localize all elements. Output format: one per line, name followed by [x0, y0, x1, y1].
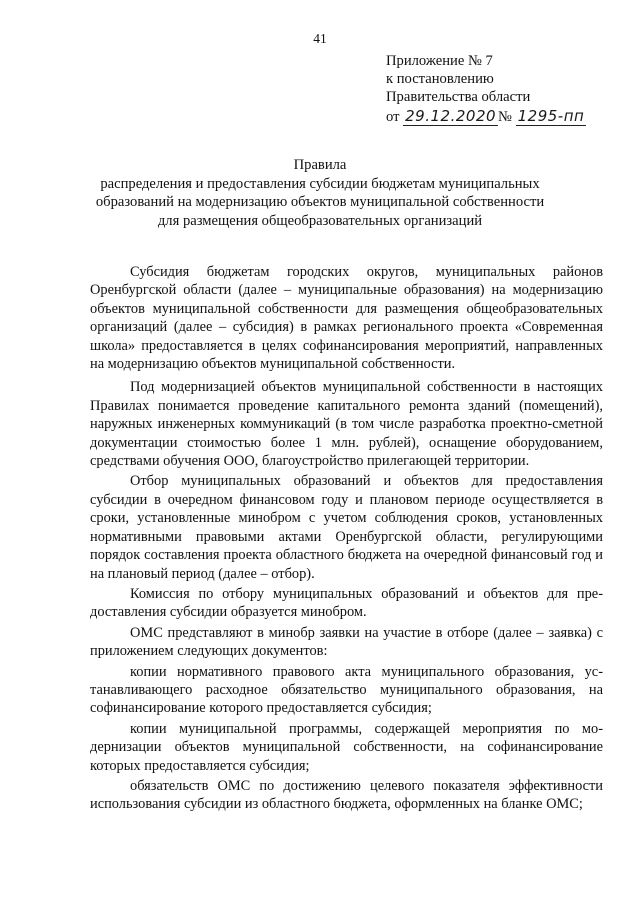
annex-header: [386, 52, 626, 126]
paragraph-7: копии муниципальной программы, содержащей мероприятия по модернизации объектов муниципальной собственности, на софинансирование которых предоставляется субсидия;: [90, 720, 603, 774]
title-heading: Правила: [293, 157, 347, 173]
annex-line-2: к постановлению: [386, 71, 494, 88]
annex-from-label: от: [386, 108, 400, 125]
paragraph-6: копии нормативного правового акта муниципального образования, устанавливающего расходное обязательство муниципального образования, на софинансирование которого предоставляется субсидия;: [90, 663, 603, 717]
annex-date: 29.12.2020: [405, 106, 497, 125]
paragraph-2: Под модернизацией объектов муниципальной собственности в настоящих Правилах понимается проведение капитального ремонта зданий (помещений), наружных инженерных коммуникаций (в том числе разработка проектно-сметной документации стоимостью более 1 млн. рублей), оснащение оборудованием, средствами обучения ООО, благоустройство прилегающей территории.: [90, 379, 603, 470]
paragraph-1: Субсидия бюджетам городских округов, муниципальных районов Оренбургской области (далее – муниципальные образования) на модернизацию объектов муниципальной собственности для размещения общеобразовательных организаций (далее – субсидия) в рамках регионального проекта «Современная школа» предоставляется в целях софинансирования мероприятий, направленных на модернизацию объектов муниципальной собственности.: [90, 264, 603, 373]
title-line-3: для размещения общеобразовательных организаций: [157, 212, 483, 229]
title-line-1: распределения и предоставления субсидии бюджетам муниципальных: [100, 175, 540, 192]
document-body: [90, 263, 603, 816]
paragraph-8: обязательств ОМС по достижению целевого показателя эффективности использования субсидии из областного бюджета, оформленных на бланке ОМС;: [90, 777, 603, 813]
document-title: [60, 156, 580, 230]
paragraph-4: Комиссия по отбору муниципальных образований и объектов для предоставления субсидии образуется минобром.: [90, 585, 603, 621]
paragraph-5: ОМС представляют в минобр заявки на участие в отборе (далее – заявка) с приложением следующих документов:: [90, 624, 603, 660]
page-number: 41: [313, 31, 327, 46]
annex-number-sign: №: [498, 108, 512, 125]
annex-number: 1295-пп: [517, 106, 585, 125]
title-line-2: образований на модернизацию объектов муниципальной собственности: [95, 194, 545, 210]
annex-line-1: Приложение № 7: [386, 53, 493, 69]
paragraph-3: Отбор муниципальных образований и объектов для предоставления субсидии в очередном финансовом году и плановом периоде осуществляется в сроки, установленные минобром с учетом соблюдения сроков, установленных нормативными правовыми актами Оренбургской области, регулирующими порядок составления проекта областного бюджета на очередной финансовый год и на плановый период (далее – отбор).: [90, 473, 603, 582]
annex-line-3: Правительства области: [386, 89, 531, 106]
annex-date-line: [386, 107, 626, 126]
